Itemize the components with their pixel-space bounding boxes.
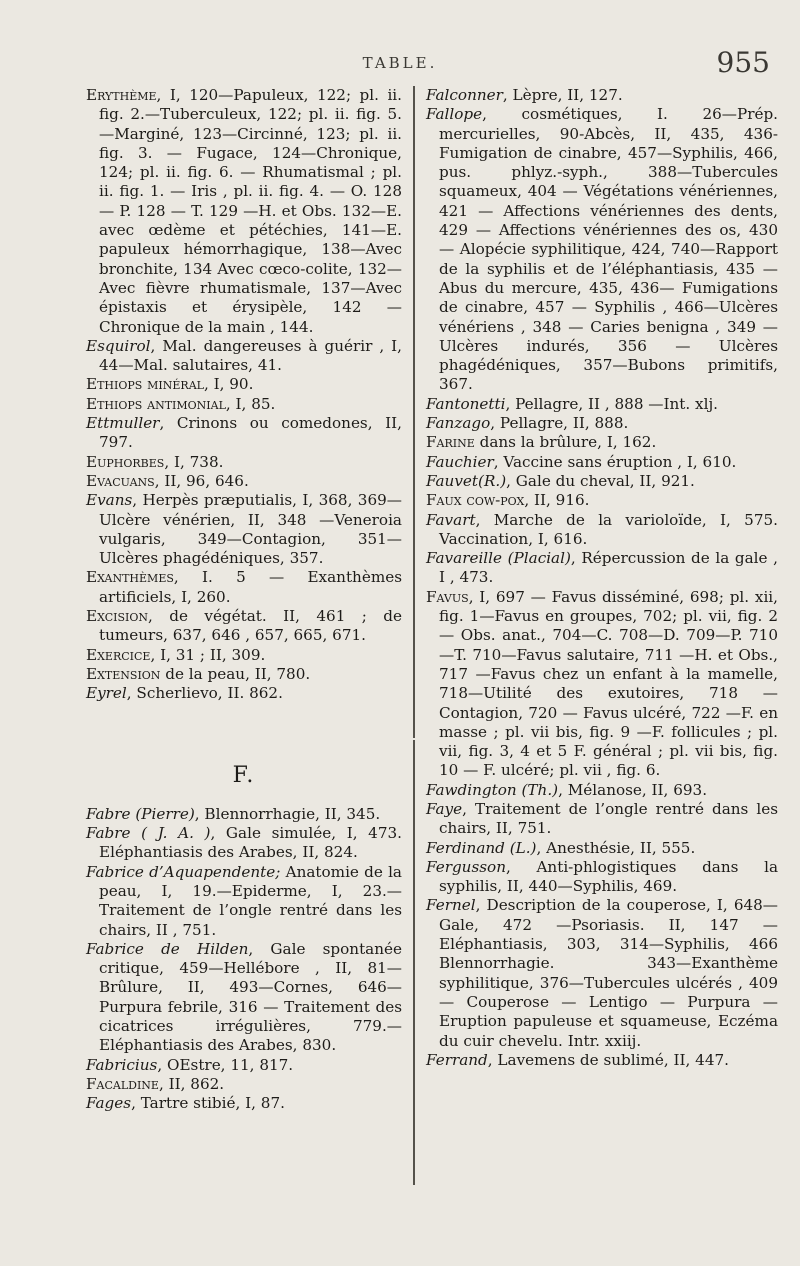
entry-headword: Favareille (Placial) — [426, 549, 571, 568]
entry-references: , Lavemens de sublimé, II, 447. — [487, 1050, 730, 1069]
entry-references: , Mélanose, II, 693. — [558, 780, 708, 799]
index-entry — [86, 491, 402, 568]
running-header: TABLE. — [362, 54, 438, 72]
index-entries-e — [86, 86, 402, 704]
entry-references: , I, 120—Papuleux, 122; pl. ii. fig. 2.—Tuberculeux, 122; pl. ii. fig. 5.—Marginé, 123—Circinné, 123; pl. ii. fig. 3. — Fugace, 124—Chronique, 124; pl. ii. fig. 6. — Rhumatismal ; pl. ii. fig. 1. — Iris , pl. ii. fig. 4. — O. 128 — P. 128 — T. 129 —H. et Obs. 132—E. avec œdème et pétéchies, 141—E. papuleux hémorrhagique, 138—Avec bronchite, 134 Avec cœco-colite, 132—Avec fièvre rhumatismale, 137—Avec épistaxis et érysipèle, 142 — Chronique de la main , 144. — [99, 86, 402, 336]
index-entry — [426, 549, 778, 588]
section-letter-heading: F. — [232, 762, 256, 788]
entry-references: , I, 85. — [225, 394, 276, 413]
entry-headword: Farine — [426, 433, 475, 452]
entry-headword: Excision — [86, 607, 149, 626]
entry-headword: Ferdinand (L.) — [426, 838, 537, 857]
entry-headword: Faux cow-pox — [426, 491, 525, 510]
index-entry — [86, 805, 402, 824]
index-entry — [86, 1056, 402, 1075]
entry-references: , I, 90. — [203, 375, 254, 394]
entry-references: , Lèpre, II, 127. — [502, 86, 623, 104]
index-entry — [86, 1094, 402, 1113]
index-entry — [426, 453, 778, 472]
entry-references: , Marche de la varioloïde, I, 575. Vaccination, I, 616. — [439, 510, 778, 548]
entry-references: , Répercussion de la gale , I , 473. — [439, 549, 778, 587]
entry-headword: Fabrice d’Aquapendente; — [86, 862, 281, 881]
entry-references: , II, 916. — [524, 491, 590, 510]
entry-references: , I, 31 ; II, 309. — [150, 645, 266, 664]
entry-references: , Herpès præputialis, I, 368, 369— Ulcère vénérien, II, 348 —Veneroia vulgaris, 349—Contagion, 351—Ulcères phagédéniques, 357. — [99, 491, 402, 568]
index-entry — [86, 453, 402, 472]
entry-headword: Esquirol — [86, 336, 151, 355]
entry-references: , de végétat. II, 461 ; de tumeurs, 637, 646 , 657, 665, 671. — [99, 607, 402, 645]
entry-headword: Fanzago — [426, 414, 491, 433]
entry-headword: Fantonetti — [426, 394, 506, 413]
index-entry — [86, 395, 402, 414]
index-entry — [426, 472, 778, 491]
index-entry — [426, 105, 778, 394]
entry-headword: Fauvet(R.) — [426, 471, 507, 490]
page-number: 955 — [716, 46, 770, 79]
entry-headword: Faye — [426, 799, 463, 818]
entry-references: , Anesthésie, II, 555. — [536, 838, 696, 857]
entry-references: , cosmétiques, I. 26—Prép. mercurielles, 90-Abcès, II, 435, 436-Fumigation de cinabre, 457—Syphilis, 466, pus. phlyz.-syph., 388—Tubercules squameux, 404 — Végétations vénériennes, 421 — Affections vénériennes des dents, 429 — Affections vénériennes des os, 430 — Alopécie syphilitique, 424, 740—Rapport de la syphilis et de l’éléphantiasis, 435 — Abus du mercure, 435, 436— Fumigations de cinabre, 457 — Syphilis , 466—Ulcères vénériens , 348 — Caries benigna , 349 — Ulcères indurés, 356 — Ulcères phagédéniques, 357—Bubons primitifs, 367. — [439, 105, 778, 394]
index-entry — [426, 414, 778, 433]
entry-headword: Exercice — [86, 645, 151, 664]
entry-headword: Facaldine — [86, 1074, 159, 1093]
entry-headword: Ferrand — [426, 1050, 488, 1069]
index-entry — [426, 86, 778, 105]
index-entry — [86, 863, 402, 940]
index-entry — [86, 1075, 402, 1094]
entry-headword: Evacuans — [86, 471, 155, 490]
entry-references: , Anti-phlogistiques dans la syphilis, II, 440—Syphilis, 469. — [439, 857, 778, 896]
entry-references: , Gale spontanée critique, 459—Hellébore , II, 81—Brûlure, II, 493—Cornes, 646—Purpura febrile, 316 — Traitement des cicatrices irrégulières, 779.—Eléphantiasis des Arabes, 830. — [99, 939, 402, 1055]
index-entry — [86, 684, 402, 703]
column-divider-top — [413, 86, 415, 738]
entry-headword: Fallope — [426, 105, 483, 124]
index-entry — [426, 839, 778, 858]
entry-references: , Pellagre, II , 888 —Int. xlj. — [505, 394, 718, 413]
index-entry — [426, 1051, 778, 1070]
column-divider-bottom — [413, 740, 415, 1185]
entry-references: , Mal. dangereuses à guérir , I, 44—Mal. salutaires, 41. — [99, 336, 402, 375]
entry-references: , Gale du cheval, II, 921. — [506, 471, 695, 490]
entry-headword: Falconner — [426, 86, 503, 104]
entry-references: dans la brûlure, I, 162. — [474, 433, 657, 452]
index-entries-f-right — [426, 86, 778, 1070]
index-entry — [426, 395, 778, 414]
entry-headword: Favus — [426, 587, 469, 606]
index-entry — [426, 896, 778, 1050]
entry-headword: Fabre ( J. A. ) — [86, 824, 211, 843]
entry-references: , Pellagre, II, 888. — [490, 414, 629, 433]
index-entries-f-left — [86, 805, 402, 1114]
entry-references: , Description de la couperose, I, 648—Gale, 472 —Psoriasis. II, 147 —Eléphantiasis, 303, 314—Syphilis, 466 Blennorrhagie. 343—Exanthème syphilitique, 376—Tubercules ulcérés , 409 — Couperose — Lentigo — Purpura — Eruption papuleuse et squameuse, Eczéma du cuir chevelu. Intr. xxiij. — [439, 896, 778, 1050]
right-column — [426, 86, 778, 1070]
entry-references: , Traitement de l’ongle rentré dans les chairs, II, 751. — [439, 799, 778, 838]
index-entry — [86, 646, 402, 665]
entry-headword: Favart — [426, 510, 476, 529]
index-entry — [426, 800, 778, 839]
entry-references: , OEstre, 11, 817. — [157, 1055, 294, 1074]
entry-references: , Tartre stibié, I, 87. — [131, 1094, 285, 1113]
index-entry — [86, 607, 402, 646]
entry-references: , II, 96, 646. — [154, 471, 249, 490]
entry-headword: Exanthèmes — [86, 568, 174, 587]
entry-headword: Evans — [86, 491, 133, 510]
entry-references: Anatomie de la peau, I, 19.—Epiderme, I, 23.— Traitement de l’ongle rentré dans les chairs, II , 751. — [99, 862, 402, 939]
entry-references: , Blennorrhagie, II, 345. — [194, 804, 381, 823]
index-entry — [426, 781, 778, 800]
entry-references: , Gale simulée, I, 473. Eléphantiasis des Arabes, II, 824. — [99, 824, 402, 862]
index-entry — [426, 511, 778, 550]
index-entry — [86, 568, 402, 607]
entry-references: , I, 697 — Favus disséminé, 698; pl. xii, fig. 1—Favus en groupes, 702; pl. vii, fig. 2 — Obs. anat., 704—C. 708—D. 709—P. 710—T. 710—Favus salutaire, 711 —H. et Obs., 717 —Favus chez un enfant à la mamelle, 718—Utilité des exutoires, 718 — Contagion, 720 — Favus ulcéré, 722 —F. en masse ; pl. vii bis, fig. 9 —F. follicules ; pl. vii, fig. 3, 4 et 5 F. général ; pl. vii bis, fig. 10 — F. ulcéré; pl. vii , fig. 6. — [439, 587, 778, 780]
index-entry — [86, 940, 402, 1056]
entry-references: , Crinons ou comedones, II, 797. — [99, 414, 402, 452]
entry-headword: Fabrice de Hilden — [86, 939, 249, 958]
entry-headword: Ettmuller — [86, 414, 160, 433]
entry-headword: Fauchier — [426, 452, 494, 471]
entry-headword: Euphorbes — [86, 452, 165, 471]
entry-headword: Extension — [86, 664, 161, 683]
entry-headword: Eyrel — [86, 684, 127, 703]
entry-headword: Fawdington (Th.) — [426, 780, 559, 799]
index-entry — [426, 491, 778, 510]
index-entry — [426, 858, 778, 897]
entry-references: , Vaccine sans éruption , I, 610. — [493, 452, 737, 471]
entry-references: , I, 738. — [164, 452, 224, 471]
index-entry — [86, 337, 402, 376]
index-entry — [86, 375, 402, 394]
entry-headword: Fabre (Pierre) — [86, 804, 195, 823]
index-entry — [86, 414, 402, 453]
entry-headword: Fabricius — [86, 1055, 158, 1074]
index-entry — [426, 433, 778, 452]
entry-headword: Erythème — [86, 86, 157, 104]
index-entry — [86, 472, 402, 491]
entry-headword: Fergusson — [426, 857, 506, 876]
entry-headword: Fages — [86, 1094, 132, 1113]
index-entry — [86, 824, 402, 863]
entry-headword: Ethiops antimonial — [86, 394, 226, 413]
entry-headword: Ethiops minéral — [86, 375, 204, 394]
entry-references: , I. 5 — Exanthèmes artificiels, I, 260. — [99, 568, 402, 606]
index-entry — [86, 665, 402, 684]
entry-headword: Fernel — [426, 896, 476, 915]
left-column — [86, 86, 402, 1114]
entry-references: , Scherlievo, II. 862. — [126, 684, 283, 703]
entry-references: de la peau, II, 780. — [160, 664, 311, 683]
entry-references: , II, 862. — [158, 1074, 225, 1093]
index-entry — [86, 86, 402, 337]
index-entry — [426, 588, 778, 781]
